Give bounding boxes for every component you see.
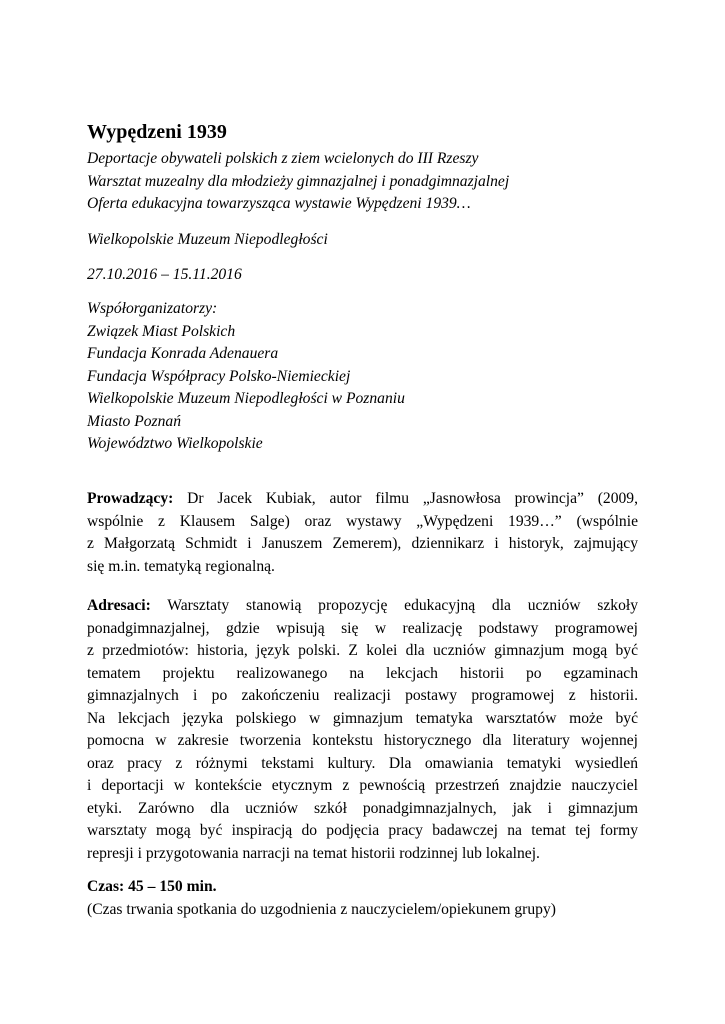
duration-label: Czas: 45 – 150 min. [87,878,217,895]
coorganizers-heading: Współorganizatorzy: [87,300,218,317]
coorganizer-item: Związek Miast Polskich [87,322,236,340]
coorganizer-item: Miasto Poznań [87,412,181,430]
coorganizer-item: Fundacja Konrada Adenauera [87,345,279,362]
leaders-label: Prowadzący: [87,490,174,507]
audience-paragraph: Adresaci: Warsztaty stanowią propozycję edukacyjną dla uczniów szkoły ponadgimnazjalnej, gdzie wpisują się w realizację podstawy programowej z przedmiotów: historia, język polski. Z kolei dla uczniów gimnazjum mogą być tematem projektu realizowanego na lekcjach historii po egzaminach gimnazjalnych i po zakończeniu realizacji postawy programowej z historii. Na lekcjach języka polskiego w gimnazjum tematyka warsztatów może być pomocna w zakresie tworzenia kontekstu historycznego dla literatury wojennej oraz pracy z różnymi tekstami kultury. Dla omawiania tematyki wysiedleń i deportacji w kontekście etycznym z pewnością przestrzeń znajdzie nauczyciel etyki. Zarówno dla uczniów szkół ponadgimnazjalnych, jak i gimnazjum warsztaty mogą być inspiracją do podjęcia pracy badawczej na temat tej formy represji i przygotowania narracji na temat historii rodzinnej lub lokalnej. [87,597,638,862]
audience-label: Adresaci: [87,597,151,614]
coorganizers-list [87,298,405,456]
museum-name: Wielkopolskie Muzeum Niepodległości [87,231,328,248]
coorganizer-item: Fundacja Współpracy Polsko-Niemieckiej [87,367,351,385]
subtitle-line: Oferta edukacyjna towarzysząca wystawie Wypędzeni 1939… [87,195,471,212]
document-title: Wypędzeni 1939 [87,121,227,143]
exhibition-dates: 27.10.2016 – 15.11.2016 [87,266,242,283]
duration-note: (Czas trwania spotkania do uzgodnienia z nauczycielem/opiekunem grupy) [87,900,556,918]
subtitle-line: Warsztat muzealny dla młodzieży gimnazjalnej i ponadgimnazjalnej [87,172,510,190]
leaders-paragraph: Prowadzący: Dr Jacek Kubiak, autor filmu „Jasnowłosa prowincja” (2009, wspólnie z Klausem Salge) oraz wystawy „Wypędzeni 1939…” (wspólnie z Małgorzatą Schmidt i Januszem Zemerem), dziennikarz i historyk, zajmujący się m.in. tematyką regionalną. [87,490,638,575]
subtitle-block [87,148,509,216]
coorganizer-item: Województwo Wielkopolskie [87,435,263,452]
duration-block [87,876,556,921]
subtitle-line: Deportacje obywateli polskich z ziem wcielonych do III Rzeszy [87,150,479,167]
coorganizer-item: Wielkopolskie Muzeum Niepodległości w Poznaniu [87,390,405,407]
